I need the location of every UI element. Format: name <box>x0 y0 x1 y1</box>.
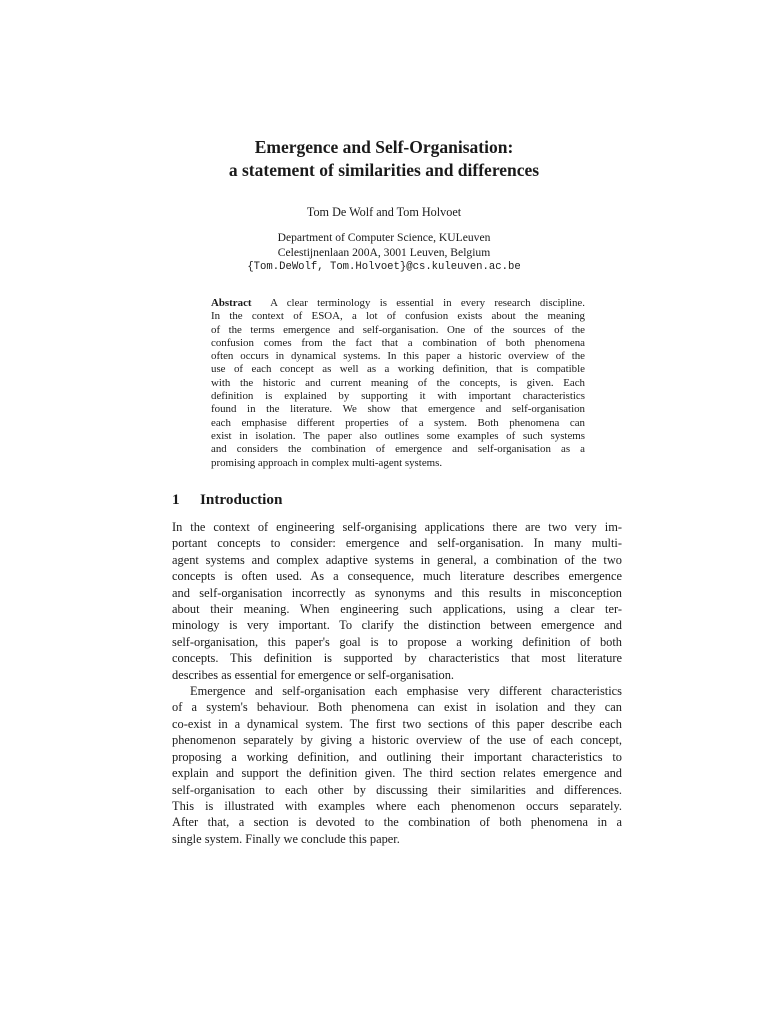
text-line: Emergence and self-organisation each emphasise very different characteristics <box>190 684 622 699</box>
text-line: proposing a working definition, and outlining their important characteristics to <box>172 749 622 764</box>
abstract-line: each emphasise different properties of a system. Both phenomena can <box>211 416 585 429</box>
text-line: and self-organisation incorrectly as synonyms and this results in misconception <box>172 585 622 600</box>
text-line: of a system's behaviour. Both phenomena can exist in isolation and they can <box>172 700 622 715</box>
text-line: about their meaning. When engineering such applications, using a clear ter- <box>172 602 622 617</box>
affiliation-address: Celestijnenlaan 200A, 3001 Leuven, Belgium <box>277 245 491 259</box>
abstract-label: Abstract <box>211 297 252 309</box>
abstract-line: confusion comes from the fact that a combination of both phenomena <box>211 336 585 349</box>
introduction-body <box>172 519 622 847</box>
abstract-line: Abstract A clear terminology is essential in every research discipline. <box>211 297 585 309</box>
author-affiliation <box>0 231 768 275</box>
text-line: portant concepts to consider: emergence and self-organisation. In many multi- <box>172 536 622 551</box>
abstract-line: promising approach in complex multi-agent systems. <box>211 456 443 469</box>
abstract-line: In the context of ESOA, a lot of confusion exists about the meaning <box>211 310 585 323</box>
text-line: concepts is often used. As a consequence, much literature describes emergence <box>172 569 622 584</box>
title-line-2: a statement of similarities and differences <box>228 160 540 180</box>
text-line: agent systems and complex adaptive systems in general, a combination of the two <box>172 552 622 567</box>
section-number: 1 <box>172 491 180 508</box>
paragraph-2 <box>172 683 622 847</box>
abstract-line: exist in isolation. The paper also outlines some examples of such systems <box>211 429 585 442</box>
text-line: describes as essential for emergence or self-organisation. <box>172 667 455 682</box>
abstract-line: found in the literature. We show that emergence and self-organisation <box>211 403 585 416</box>
text-line: In the context of engineering self-organising applications there are two very im- <box>172 520 622 534</box>
affiliation-department: Department of Computer Science, KULeuven <box>277 231 491 244</box>
text-line: self-organisation, this paper's goal is to propose a working definition of both <box>172 634 622 649</box>
text-line: self-organisation to each other by discussing their similarities and differences. <box>172 782 622 797</box>
text-line: After that, a section is devoted to the combination of both phenomena in a <box>172 815 622 830</box>
text-line: minology is very important. To clarify the distinction between emergence and <box>172 618 622 633</box>
paper-title <box>0 136 768 182</box>
abstract-line: use of each concept as well as a working definition, that is compatible <box>211 363 585 376</box>
abstract-line: with the historic and current meaning of the concepts, is given. Each <box>211 376 585 389</box>
text-line: co-exist in a dynamical system. The first two sections of this paper describe each <box>172 716 622 731</box>
abstract-line: of the terms emergence and self-organisation. One of the sources of the <box>211 323 585 336</box>
author-names: Tom De Wolf and Tom Holvoet <box>306 205 462 219</box>
abstract-line: often occurs in dynamical systems. In this paper a historic overview of the <box>211 350 585 363</box>
text-line: single system. Finally we conclude this paper. <box>172 831 400 846</box>
text-line: This is illustrated with examples where each phenomenon occurs separately. <box>172 798 622 813</box>
text-line: concepts. This definition is supported by characteristics that most literature <box>172 651 622 666</box>
author-email: {Tom.DeWolf, Tom.Holvoet}@cs.kuleuven.ac.be <box>247 261 521 273</box>
text-line: phenomenon separately by giving a historic overview of the use of each concept, <box>172 733 622 748</box>
abstract-line: and considers the combination of emergence and self-organisation as a <box>211 443 585 456</box>
title-line-1: Emergence and Self-Organisation: <box>254 137 514 157</box>
text-line: explain and support the definition given. The third section relates emergence and <box>172 766 622 781</box>
section-title: Introduction <box>200 491 283 508</box>
section-heading-introduction <box>172 490 282 509</box>
abstract <box>211 297 585 470</box>
paragraph-1 <box>172 519 622 683</box>
abstract-line: definition is explained by supporting it with important characteristics <box>211 390 585 403</box>
